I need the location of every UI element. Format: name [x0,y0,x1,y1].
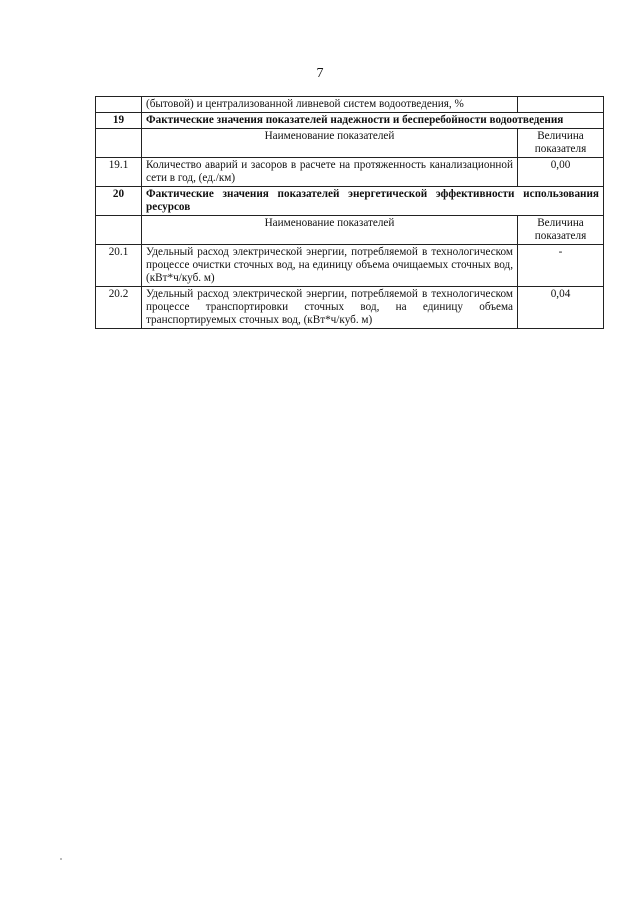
header-blank-cell [96,129,142,158]
scan-speck [60,858,62,860]
table-row [96,287,604,329]
table-row [96,97,604,113]
header-name: Наименование показателей [142,216,518,245]
section-title-row [96,113,604,129]
row-value [518,97,604,113]
header-name: Наименование показателей [142,129,518,158]
row-number-cell [96,97,142,113]
section-title-row [96,187,604,216]
section-header-row [96,129,604,158]
section-title: Фактические значения показателей энергетической эффективности использования ресурсов [142,187,604,216]
row-description: Удельный расход электрической энергии, потребляемой в технологическом процессе транспортировки сточных вод, на единицу объема транспортируемых сточных вод, (кВт*ч/куб. м) [142,287,518,329]
section-header-row [96,216,604,245]
row-description: Удельный расход электрической энергии, потребляемой в технологическом процессе очистки сточных вод, на единицу объема очищаемых сточных вод, (кВт*ч/куб. м) [142,245,518,287]
indicators-table [95,96,604,329]
header-blank-cell [96,216,142,245]
page-number: 7 [316,66,324,81]
header-value: Величина показателя [518,129,604,158]
section-number: 20 [96,187,142,216]
row-value: 0,00 [518,158,604,187]
row-description: Количество аварий и засоров в расчете на протяженность канализационной сети в год, (ед./км) [142,158,518,187]
table-row [96,245,604,287]
section-number: 19 [96,113,142,129]
row-value: - [518,245,604,287]
section-title: Фактические значения показателей надежности и бесперебойности водоотведения [142,113,604,129]
row-description: (бытовой) и централизованной ливневой систем водоотведения, % [142,97,518,113]
header-value: Величина показателя [518,216,604,245]
row-number: 19.1 [96,158,142,187]
row-value: 0,04 [518,287,604,329]
row-number: 20.2 [96,287,142,329]
table-row [96,158,604,187]
row-number: 20.1 [96,245,142,287]
